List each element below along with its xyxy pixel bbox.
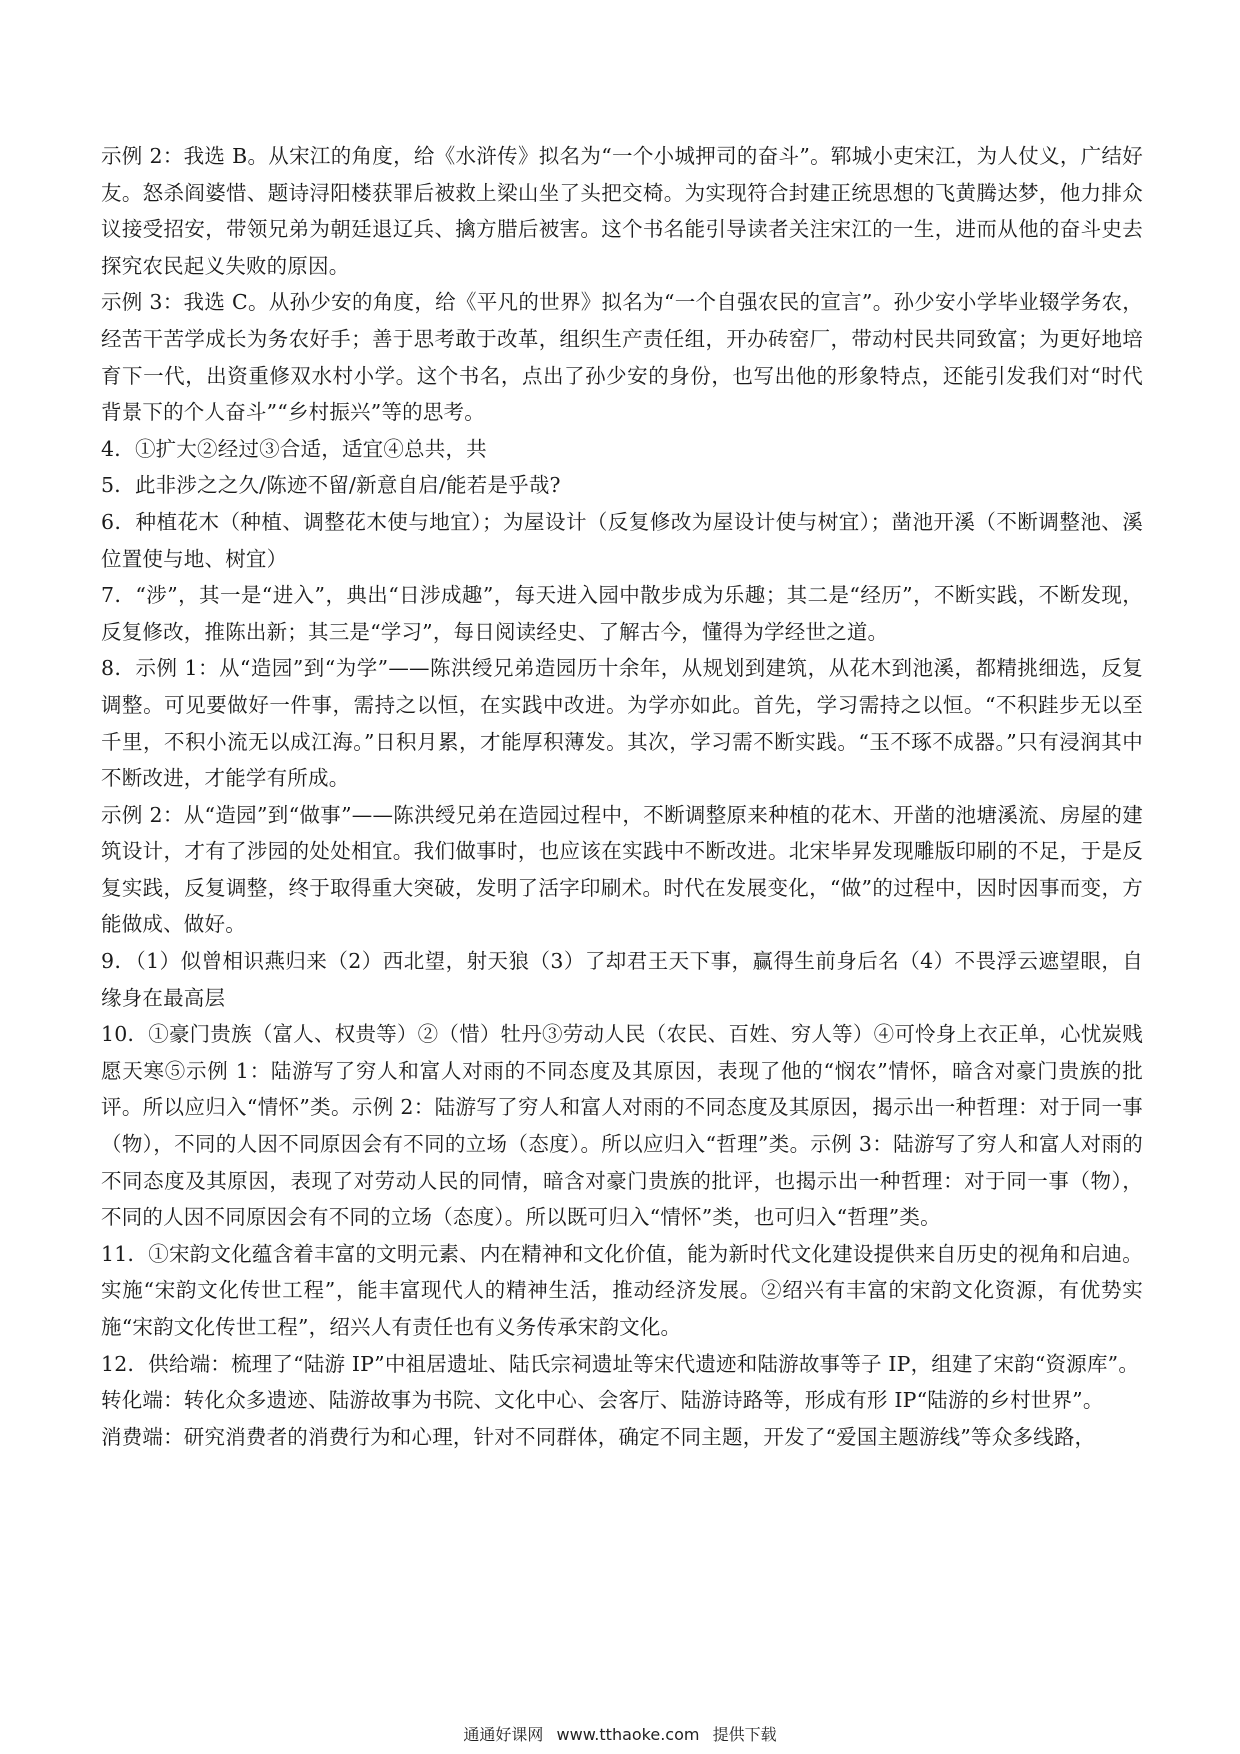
answer-12-conversion: 转化端：转化众多遗迹、陆游故事为书院、文化中心、会客厅、陆游诗路等，形成有形 IP“陆游的乡村世界”。 xyxy=(101,1388,1104,1413)
paragraph-example-2-shuihu: 示例 2：我选 B。从宋江的角度，给《水浒传》拟名为“一个小城押司的奋斗”。郓城小吏宋江，为人仗义，广结好友。怒杀阎婆惜、题诗浔阳楼获罪后被救上梁山坐了头把交椅。为实现符合封建正统思想的飞黄腾达梦，他力排众议接受招安，带领兄弟为朝廷退辽兵、擒方腊后被害。这个书名能引导读者关注宋江的一生，进而从他的奋斗史去探究农民起义失败的原因。 xyxy=(101,144,1143,278)
answer-6: 6．种植花木（种植、调整花木使与地宜）；为屋设计（反复修改为屋设计使与树宜）；凿池开溪（不断调整池、溪位置使与地、树宜） xyxy=(101,509,1143,571)
answer-4: 4．①扩大②经过③合适，适宜④总共，共 xyxy=(101,436,487,461)
answer-9: 9．（1）似曾相识燕归来（2）西北望，射天狼（3）了却君王天下事，赢得生前身后名（4）不畏浮云遮望眼，自缘身在最高层 xyxy=(101,949,1143,1010)
document-body xyxy=(101,138,1143,1455)
paragraph-example-3-pingfan: 示例 3：我选 C。从孙少安的角度，给《平凡的世界》拟名为“一个自强农民的宣言”。孙少安小学毕业辍学务农，经苦干苦学成长为务农好手；善于思考敢于改革，组织生产责任组，开办砖窑厂，带动村民共同致富；为更好地培育下一代，出资重修双水村小学。这个书名，点出了孙少安的身份，也写出他的形象特点，还能引发我们对“时代背景下的个人奋斗”“乡村振兴”等的思考。 xyxy=(101,290,1143,425)
footer-site-name: 通通好课网 xyxy=(463,1725,544,1744)
footer-tagline: 提供下载 xyxy=(712,1725,777,1744)
answer-12-consumption: 消费端：研究消费者的消费行为和心理，针对不同群体，确定不同主题，开发了“爱国主题游线”等众多线路， xyxy=(101,1424,1096,1449)
answer-7: 7．“涉”，其一是“进入”，典出“日涉成趣”，每天进入园中散步成为乐趣；其二是“经历”，不断实践，不断发现，反复修改，推陈出新；其三是“学习”，每日阅读经史、了解古今，懂得为学经世之道。 xyxy=(101,583,1143,644)
answer-10: 10．①豪门贵族（富人、权贵等）②（惜）牡丹③劳动人民（农民、百姓、穷人等）④可怜身上衣正单，心忧炭贱愿天寒⑤示例 1：陆游写了穷人和富人对雨的不同态度及其原因，表现了他的“悯农”情怀，暗含对豪门贵族的批评。所以应归入“情怀”类。示例 2：陆游写了穷人和富人对雨的不同态度及其原因，揭示出一种哲理：对于同一事（物），不同的人因不同原因会有不同的立场（态度）。所以应归入“哲理”类。示例 3：陆游写了穷人和富人对雨的不同态度及其原因，表现了对劳动人民的同情，暗含对豪门贵族的批评，也揭示出一种哲理：对于同一事（物），不同的人因不同原因会有不同的立场（态度）。所以既可归入“情怀”类，也可归入“哲理”类。 xyxy=(101,1022,1143,1230)
answer-11: 11．①宋韵文化蕴含着丰富的文明元素、内在精神和文化价值，能为新时代文化建设提供来自历史的视角和启迪。实施“宋韵文化传世工程”，能丰富现代人的精神生活，推动经济发展。②绍兴有丰富的宋韵文化资源，有优势实施“宋韵文化传世工程”，绍兴人有责任也有义务传承宋韵文化。 xyxy=(101,1241,1143,1339)
page-footer xyxy=(0,1722,1240,1745)
footer-url[interactable]: www.tthaoke.com xyxy=(556,1725,700,1744)
answer-5: 5．此非涉之之久/陈迹不留/新意自启/能若是乎哉? xyxy=(101,473,561,498)
answer-8-example-1: 8．示例 1：从“造园”到“为学”——陈洪绶兄弟造园历十余年，从规划到建筑，从花木到池溪，都精挑细选，反复调整。可见要做好一件事，需持之以恒，在实践中改进。为学亦如此。首先，学习需持之以恒。“不积跬步无以至千里，不积小流无以成江海。”日积月累，才能厚积薄发。其次，学习需不断实践。“玉不琢不成器。”只有浸润其中不断改进，才能学有所成。 xyxy=(101,656,1143,791)
answer-8-example-2: 示例 2：从“造园”到“做事”——陈洪绶兄弟在造园过程中，不断调整原来种植的花木、开凿的池塘溪流、房屋的建筑设计，才有了涉园的处处相宜。我们做事时，也应该在实践中不断改进。北宋毕昇发现雕版印刷的不足，于是反复实践，反复调整，终于取得重大突破，发明了活字印刷术。时代在发展变化，“做”的过程中，因时因事而变，方能做成、做好。 xyxy=(101,802,1143,937)
answer-12-supply: 12．供给端：梳理了“陆游 IP”中祖居遗址、陆氏宗祠遗址等宋代遗迹和陆游故事等子 IP，组建了宋韵“资源库”。 xyxy=(101,1351,1140,1376)
